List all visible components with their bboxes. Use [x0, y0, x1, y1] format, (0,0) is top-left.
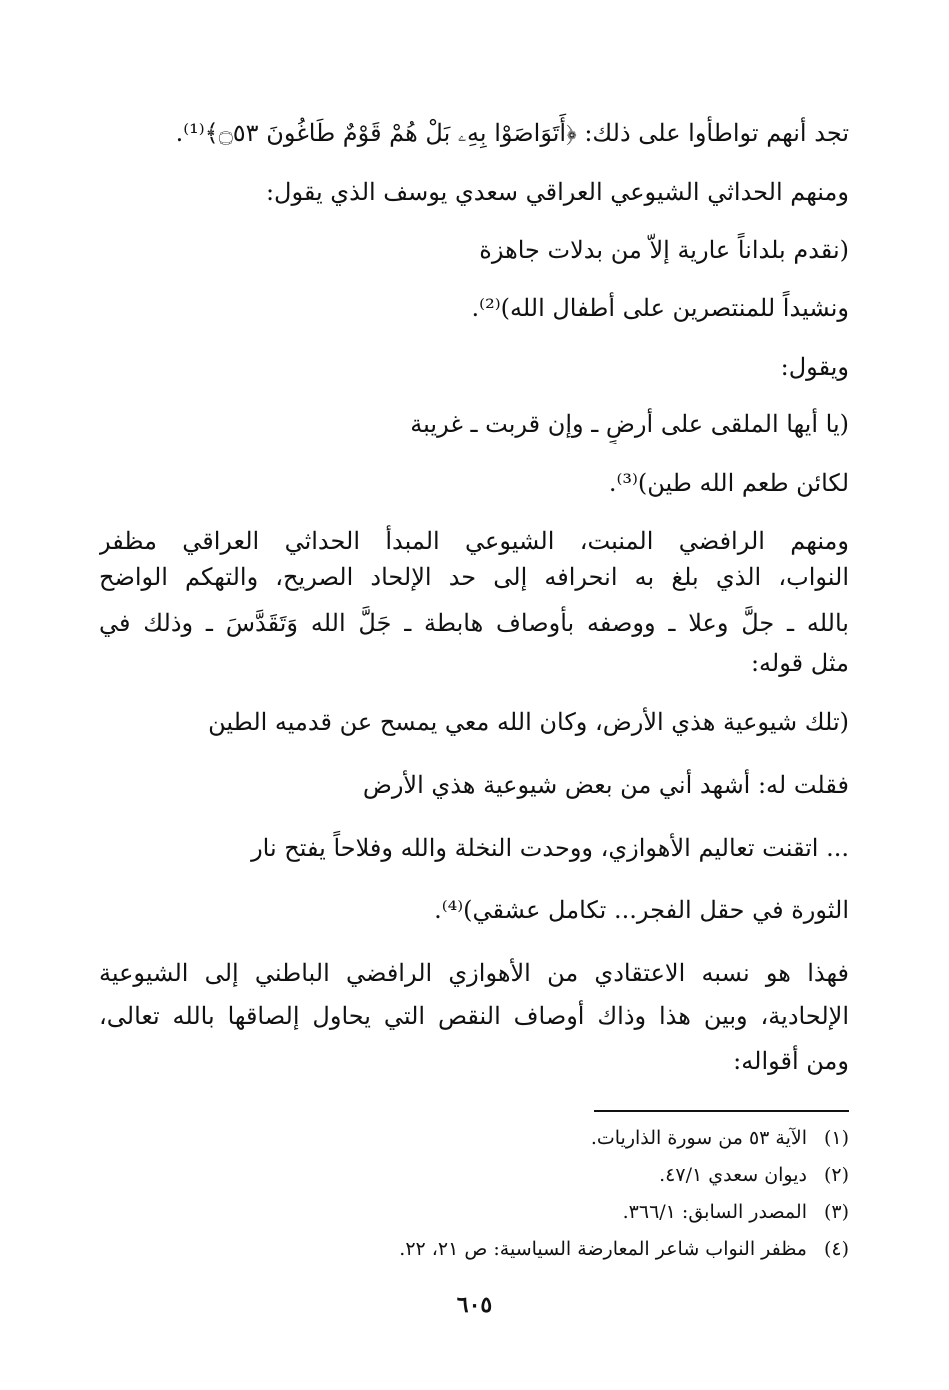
footnote-text: ديوان سعدي ٤٧/١.	[659, 1164, 807, 1186]
footnote-text: مظفر النواب شاعر المعارضة السياسية: ص ٢١، ٢٢.	[399, 1238, 807, 1260]
poem-line-3: (يا أيها الملقى على أرضٍ ـ وإن قربت ـ غريبة	[410, 410, 849, 438]
footnote-text: المصدر السابق: ٣٦٦/١.	[622, 1201, 807, 1223]
text-line-1: تجد أنهم تواطأوا على ذلك: ﴿أَتَوَاصَوْا بِهِۦ بَلْ هُمْ قَوْمٌ طَاغُونَ ۝٥٣﴾⁽¹⁾.	[175, 119, 849, 147]
footnote-number: (٢)	[823, 1164, 849, 1186]
footnote-number: (١)	[823, 1127, 849, 1149]
poem-line-1: (نقدم بلداناً عارية إلاّ من بدلات جاهزة	[479, 236, 849, 264]
poem-line-2: ونشيداً للمنتصرين على أطفال الله)⁽²⁾.	[471, 294, 849, 322]
text-line-3: ويقول:	[780, 353, 849, 381]
footnote-4	[99, 1234, 849, 1264]
paragraph-line-3: بالله ـ جلَّ وعلا ـ ووصفه بأوصاف هابطة ـ جَلَّ الله وَتَقَدَّسَ ـ وذلك في	[99, 609, 849, 637]
page-number: ٦٠٥	[456, 1292, 493, 1318]
paragraph-line-6: الإلحادية، وبين هذا وذاك أوصاف النقص التي يحاول إلصاقها بالله تعالى،	[99, 1002, 849, 1030]
text-line-2: ومنهم الحداثي الشيوعي العراقي سعدي يوسف الذي يقول:	[265, 178, 849, 206]
footnote-number: (٣)	[823, 1201, 849, 1223]
paragraph-line-2: النواب، الذي بلغ به انحرافه إلى حد الإلحاد الصريح، والتهكم الواضح	[99, 563, 849, 591]
footnote-2	[99, 1160, 849, 1190]
poem-line-5: (تلك شيوعية هذي الأرض، وكان الله معي يمسح عن قدميه الطين	[208, 708, 849, 736]
poem-line-8: الثورة في حقل الفجر... تكامل عشقي)⁽⁴⁾.	[434, 896, 849, 924]
footnote-text: الآية ٥٣ من سورة الذاريات.	[590, 1127, 807, 1149]
paragraph-line-4: مثل قوله:	[750, 649, 849, 677]
footnote-divider	[594, 1110, 849, 1112]
poem-line-4: لكائن طعم الله طين)⁽³⁾.	[608, 469, 849, 497]
poem-line-6: فقلت له: أشهد أني من بعض شيوعية هذي الأرض	[362, 771, 849, 799]
paragraph-line-7: ومن أقواله:	[733, 1047, 849, 1075]
footnote-3	[99, 1197, 849, 1227]
paragraph-line-5: فهذا هو نسبه الاعتقادي من الأهوازي الرافضي الباطني إلى الشيوعية	[99, 959, 849, 987]
paragraph-line-1: ومنهم الرافضي المنبت، الشيوعي المبدأ الحداثي العراقي مظفر	[99, 527, 849, 555]
footnote-1	[99, 1123, 849, 1153]
footnote-number: (٤)	[823, 1238, 849, 1260]
poem-line-7: ... اتقنت تعاليم الأهوازي، ووحدت النخلة والله وفلاحاً يفتح نار	[251, 834, 849, 862]
